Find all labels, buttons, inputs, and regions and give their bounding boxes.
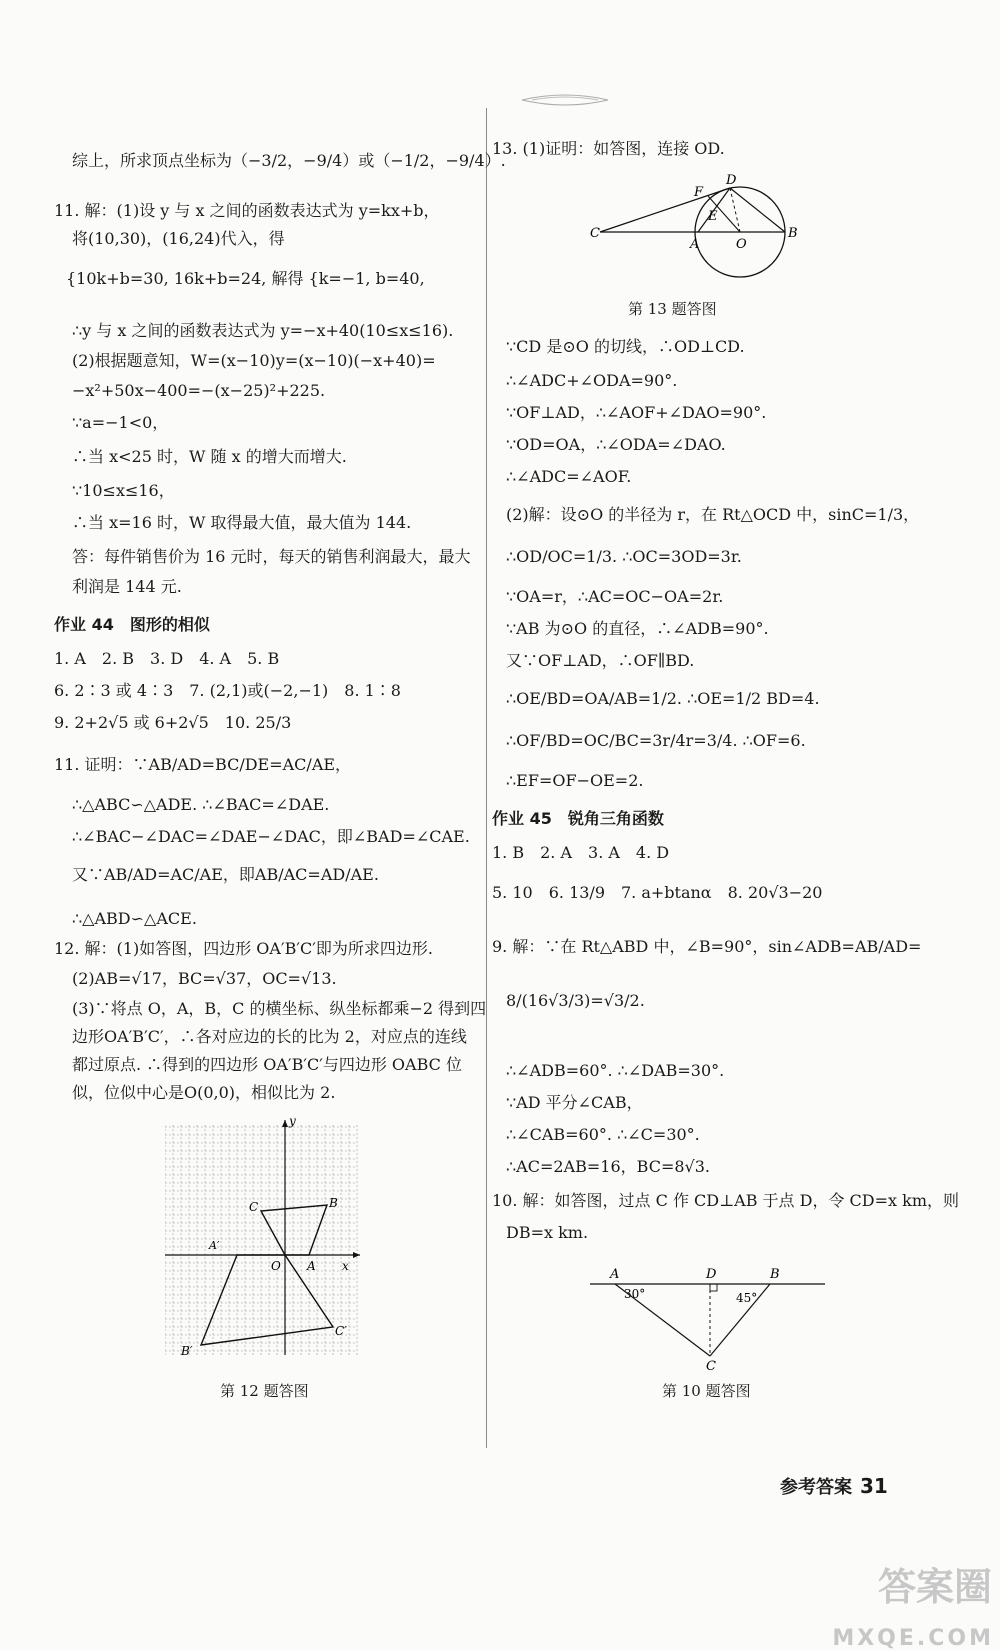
q13-line-8: ∴OD/OC=1/3. ∴OC=3OD=3r. (506, 547, 742, 566)
header-ornament (520, 92, 610, 108)
q13-line-10: ∵AB 为⊙O 的直径，∴∠ADB=90°. (506, 619, 769, 638)
q11b-line-5: ∴△ABD∽△ACE. (72, 909, 197, 928)
figure-13-circle (590, 170, 820, 290)
answers-45-row-1: 1. B 2. A 3. A 4. D (492, 843, 670, 862)
footer-label: 参考答案 (780, 1477, 852, 1498)
label-Cprime: C′ (335, 1324, 347, 1338)
section-heading-44: 作业 44 图形的相似 (54, 615, 210, 634)
q12-line-5: 都过原点. ∴得到的四边形 OA′B′C′与四边形 OABC 位 (72, 1055, 462, 1074)
figure-10-triangle (590, 1260, 830, 1370)
caption-figure-10: 第 10 题答图 (662, 1382, 751, 1400)
q11-system: {10k+b=30, 16k+b=24, 解得 {k=−1, b=40, (66, 269, 425, 288)
q9-line-3: ∴∠ADB=60°. ∴∠DAB=30°. (506, 1061, 725, 1080)
watermark-url: MXQE.COM (832, 1626, 994, 1651)
c13-label-A: A (690, 237, 700, 252)
c13-label-E: E (708, 209, 718, 224)
q13-line-9: ∵OA=r，∴AC=OC−OA=2r. (506, 587, 724, 606)
q13-line-6: ∴∠ADC=∠AOF. (506, 467, 632, 486)
q13-line-5: ∵OD=OA，∴∠ODA=∠DAO. (506, 435, 726, 454)
c10-label-B: B (770, 1267, 780, 1282)
q11b-line-2: ∴△ABC∽△ADE. ∴∠BAC=∠DAE. (72, 795, 330, 814)
caption-figure-12: 第 12 题答图 (220, 1382, 309, 1400)
q9-line-2: 8/(16√3/3)=√3/2. (506, 991, 645, 1010)
summary-line: 综上，所求顶点坐标为（−3/2，−9/4）或（−1/2，−9/4）. (72, 151, 506, 170)
label-Aprime: A′ (209, 1239, 220, 1252)
q11-line-2: 将(10,30)，(16,24)代入，得 (72, 229, 285, 248)
q13-line-13: ∴OF/BD=OC/BC=3r/4r=3/4. ∴OF=6. (506, 731, 806, 750)
q13-line-7: (2)解：设⊙O 的半径为 r，在 Rt△OCD 中，sinC=1/3， (506, 505, 920, 524)
answers-45-row-2: 5. 10 6. 13/9 7. a+btanα 8. 20√3−20 (492, 883, 823, 902)
caption-figure-13: 第 13 题答图 (628, 300, 717, 318)
q12-line-1: 12. 解：(1)如答图，四边形 OA′B′C′即为所求四边形. (54, 939, 433, 958)
q12-line-2: (2)AB=√17，BC=√37，OC=√13. (72, 969, 337, 988)
c13-label-F: F (694, 185, 704, 200)
figure-12-grid (165, 1115, 365, 1360)
c10-label-C: C (706, 1359, 716, 1370)
answers-44-row-3: 9. 2+2√5 或 6+2√5 10. 25/3 (54, 713, 292, 732)
q11-line-11: 利润是 144 元. (72, 577, 182, 596)
label-Bprime: B′ (181, 1344, 193, 1358)
label-B: B (329, 1196, 338, 1210)
c13-label-O: O (736, 237, 747, 252)
column-divider (486, 108, 487, 1448)
c13-label-D: D (726, 173, 737, 188)
c13-label-B: B (788, 226, 798, 241)
q9-line-1: 9. 解：∵在 Rt△ABD 中，∠B=90°，sin∠ADB=AB/AD= (492, 937, 922, 956)
q11-line-1: 11. 解：(1)设 y 与 x 之间的函数表达式为 y=kx+b， (54, 201, 440, 220)
q13-line-14: ∴EF=OF−OE=2. (506, 771, 644, 790)
watermark-logo: 答案圈 (877, 1565, 992, 1609)
q11-line-5: −x²+50x−400=−(x−25)²+225. (72, 381, 326, 400)
c10-label-A: A (610, 1267, 620, 1282)
label-C: C (249, 1200, 259, 1214)
c13-label-C: C (590, 226, 600, 241)
q11-line-8: ∵10≤x≤16， (72, 481, 175, 500)
q10-line-1: 10. 解：如答图，过点 C 作 CD⊥AB 于点 D，令 CD=x km，则 (492, 1191, 960, 1210)
q13-line-1: 13. (1)证明：如答图，连接 OD. (492, 139, 725, 158)
q11b-line-4: 又∵AB/AD=AC/AE，即AB/AC=AD/AE. (72, 865, 379, 884)
c10-label-D: D (706, 1267, 717, 1282)
q10-line-2: DB=x km. (506, 1223, 589, 1242)
c10-angle-30: 30° (624, 1287, 646, 1301)
q9-line-4: ∵AD 平分∠CAB， (506, 1093, 643, 1112)
q11-line-4: (2)根据题意知，W=(x−10)y=(x−10)(−x+40)= (72, 351, 436, 370)
q13-line-12: ∴OE/BD=OA/AB=1/2. ∴OE=1/2 BD=4. (506, 689, 820, 708)
q12-line-6: 似，位似中心是O(0,0)，相似比为 2. (72, 1083, 336, 1102)
q9-line-6: ∴AC=2AB=16，BC=8√3. (506, 1157, 710, 1176)
q11-line-10: 答：每件销售价为 16 元时，每天的销售利润最大，最大 (72, 547, 471, 566)
page-footer (780, 1473, 888, 1499)
label-A: A (307, 1259, 316, 1273)
c10-angle-45: 45° (736, 1291, 758, 1305)
q11-line-9: ∴当 x=16 时，W 取得最大值，最大值为 144. (72, 513, 412, 532)
label-y: y (289, 1115, 296, 1128)
q11-line-7: ∴当 x<25 时，W 随 x 的增大而增大. (72, 447, 347, 466)
q12-line-4: 边形OA′B′C′，∴各对应边的长的比为 2，对应点的连线 (72, 1027, 467, 1046)
q13-line-11: 又∵OF⊥AD，∴OF∥BD. (506, 651, 695, 670)
label-x: x (342, 1259, 349, 1273)
q13-line-2: ∵CD 是⊙O 的切线，∴OD⊥CD. (506, 337, 745, 356)
label-O: O (271, 1259, 281, 1273)
answers-44-row-1: 1. A 2. B 3. D 4. A 5. B (54, 649, 280, 668)
page-number: 31 (860, 1474, 888, 1498)
answers-44-row-2: 6. 2∶3 或 4∶3 7. (2,1)或(−2,−1) 8. 1∶8 (54, 681, 401, 700)
q11b-line-1: 11. 证明：∵AB/AD=BC/DE=AC/AE， (54, 755, 352, 774)
q13-line-4: ∵OF⊥AD，∴∠AOF+∠DAO=90°. (506, 403, 767, 422)
q11-line-3: ∴y 与 x 之间的函数表达式为 y=−x+40(10≤x≤16). (72, 321, 454, 340)
section-heading-45: 作业 45 锐角三角函数 (492, 809, 664, 828)
q9-line-5: ∴∠CAB=60°. ∴∠C=30°. (506, 1125, 700, 1144)
q12-line-3: (3)∵将点 O，A，B，C 的横坐标、纵坐标都乘−2 得到四 (72, 999, 487, 1018)
q11-line-6: ∵a=−1<0， (72, 413, 169, 432)
q13-line-3: ∴∠ADC+∠ODA=90°. (506, 371, 678, 390)
q11b-line-3: ∴∠BAC−∠DAC=∠DAE−∠DAC，即∠BAD=∠CAE. (72, 827, 470, 846)
